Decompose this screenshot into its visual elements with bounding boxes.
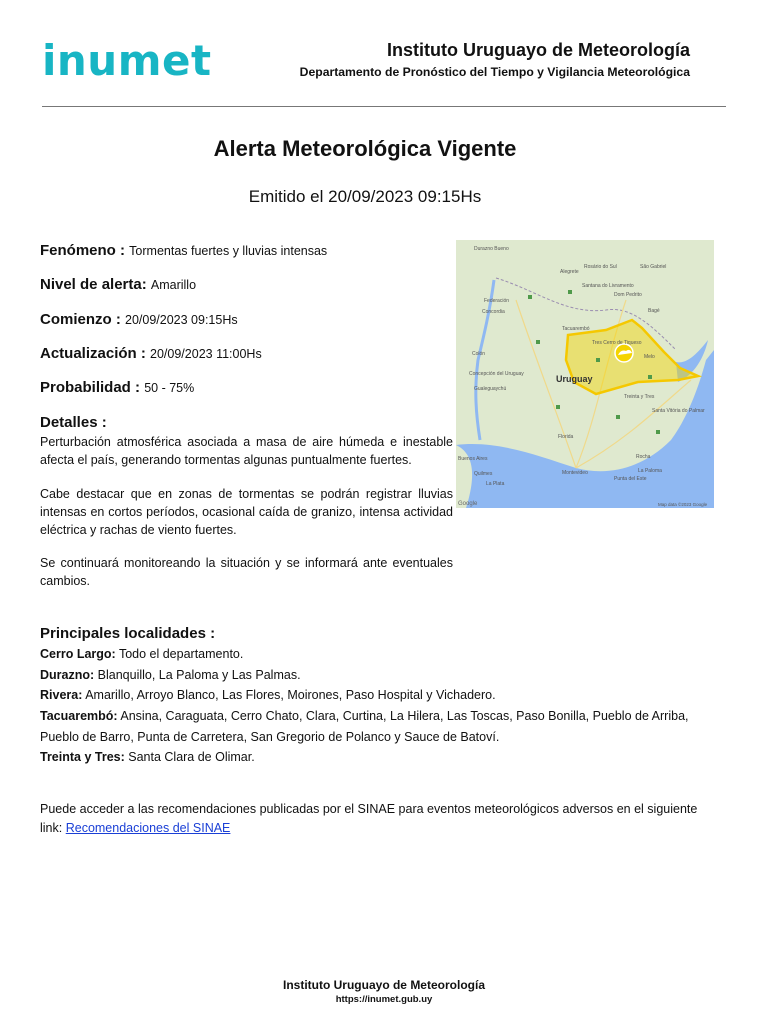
map-place-label: Bagé: [648, 308, 660, 314]
details-paragraph: Perturbación atmosférica asociada a masa de aire húmeda e inestable afecta el país, generando tormentas algunas puntualmente fuertes.: [40, 435, 453, 467]
probability-field: [40, 379, 194, 396]
locality-places: Amarillo, Arroyo Blanco, Las Flores, Moirones, Paso Hospital y Vichadero.: [85, 688, 496, 702]
header-department-name: Departamento de Pronóstico del Tiempo y Vigilancia Meteorológica: [299, 65, 690, 79]
phenomenon-value: Tormentas fuertes y lluvias intensas: [129, 244, 328, 258]
map-place-label: Florida: [558, 434, 574, 440]
map-place-label: Colón: [472, 351, 486, 357]
start-field: [40, 311, 238, 328]
alert-map: [456, 240, 714, 508]
map-place-label: Melo: [644, 354, 655, 360]
locality-item: [40, 706, 720, 747]
recommendation-text: Puede acceder a las recomendaciones publicadas por el SINAE para eventos meteorológicos adversos en el siguiente link:: [40, 802, 698, 835]
footer-institute-name: Instituto Uruguayo de Meteorología: [282, 978, 485, 992]
google-logo: Google: [458, 501, 478, 507]
probability-label: Probabilidad :: [40, 379, 141, 396]
locality-department: Tacuarembó:: [40, 709, 118, 723]
footer-url[interactable]: https://inumet.gub.uy: [335, 994, 433, 1005]
phenomenon-label: Fenómeno :: [40, 242, 125, 259]
localities-heading: Principales localidades :: [40, 625, 216, 642]
locality-item: [40, 747, 720, 768]
map-place-label: Federación: [484, 298, 510, 304]
locality-department: Treinta y Tres:: [40, 750, 125, 764]
update-value: 20/09/2023 11:00Hs: [150, 347, 262, 361]
map-place-label: Concordia: [482, 309, 505, 315]
alert-level-value: Amarillo: [150, 278, 197, 292]
locality-department: Durazno:: [40, 667, 95, 682]
locality-department: Cerro Largo:: [40, 647, 116, 661]
map-place-label: Durazno Bueno: [474, 246, 509, 252]
update-label: Actualización :: [40, 345, 146, 362]
start-value: 20/09/2023 09:15Hs: [125, 313, 238, 327]
map-place-label: Tres Cerro de Tiqueso: [592, 340, 642, 346]
map-place-label: Rocha: [636, 454, 651, 460]
details-heading: Detalles :: [40, 414, 107, 431]
locality-item: [40, 665, 720, 686]
map-place-label: Gualeguaychú: [474, 386, 507, 392]
map-place-label: Buenos Aires: [458, 456, 488, 462]
map-attribution: Map data ©2023 Google: [658, 502, 708, 507]
map-place-label: Santana do Livramento: [582, 283, 634, 289]
alert-level-label: Nivel de alerta:: [40, 276, 147, 293]
header-divider: [42, 106, 726, 107]
map-place-label: Alegrete: [560, 269, 579, 275]
map-place-label: Concepción del Uruguay: [469, 371, 524, 377]
phenomenon-field: [40, 242, 327, 259]
locality-item: [40, 685, 720, 706]
locality-places: Santa Clara de Olimar.: [128, 750, 255, 764]
map-place-label: Rosário do Sul: [584, 264, 617, 270]
alert-issued-date: Emitido el 20/09/2023 09:15Hs: [248, 187, 482, 206]
alert-level-field: [40, 276, 196, 293]
details-paragraph: Se continuará monitoreando la situación y se informará ante eventuales cambios.: [40, 556, 453, 588]
probability-value: 50 - 75%: [144, 381, 195, 395]
map-place-label: Tacuarembó: [562, 326, 590, 332]
map-place-label: Dom Pedrito: [614, 292, 642, 298]
map-place-label: Punta del Este: [614, 476, 647, 482]
locality-places: Ansina, Caraguata, Cerro Chato, Clara, Curtina, La Hilera, Las Toscas, Paso Bonilla, Pueblo de Arriba, Pueblo de Barro, Punta de Carretera, San Gregorio de Polanco y Sauce de Batoví.: [40, 709, 689, 744]
map-place-label: São Gabriel: [640, 264, 667, 270]
locality-department: Rivera:: [40, 688, 83, 702]
map-place-label: Montevideo: [562, 470, 588, 476]
details-paragraph: Cabe destacar que en zonas de tormentas se podrán registrar lluvias intensas en cortos períodos, ocasional caída de granizo, intensa actividad eléctrica y rachas de viento fuertes.: [40, 487, 453, 537]
map-country-label: Uruguay: [556, 374, 593, 384]
recommendation-paragraph: [40, 800, 720, 837]
alert-title: Alerta Meteorológica Vigente: [213, 136, 517, 161]
locality-places: Blanquillo, La Paloma y Las Palmas.: [97, 667, 301, 682]
locality-places: Todo el departamento.: [118, 647, 244, 661]
map-place-label: La Plata: [486, 481, 505, 487]
locality-item: [40, 644, 720, 665]
map-place-label: Santa Vitória do Palmar: [652, 408, 705, 414]
map-place-label: La Paloma: [638, 468, 662, 474]
header-institute-name: Instituto Uruguayo de Meteorología: [386, 40, 690, 60]
map-place-label: Treinta y Tres: [624, 394, 655, 400]
update-field: [40, 345, 262, 362]
start-label: Comienzo :: [40, 311, 121, 328]
inumet-logo: inumet: [42, 36, 212, 85]
sinae-recommendations-link[interactable]: Recomendaciones del SINAE: [65, 820, 231, 835]
map-place-label: Quilmes: [474, 471, 493, 477]
